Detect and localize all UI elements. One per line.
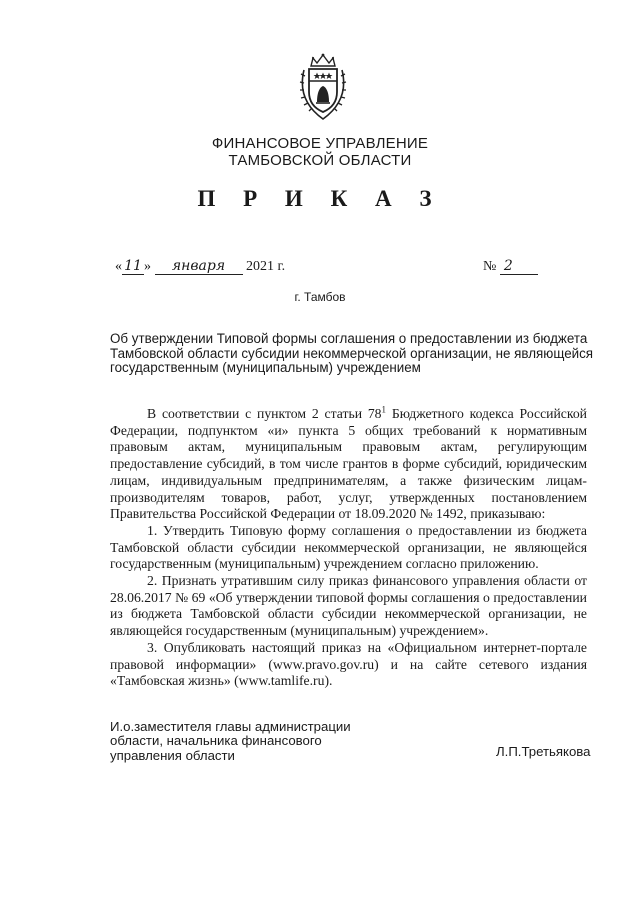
order-body — [110, 406, 587, 690]
order-item-3: 3. Опубликовать настоящий приказ на «Официальном интернет-портале правовой информации» (www.pravo.gov.ru) и на сайте сетевого издания «Тамбовская жизнь» (www.tamlife.ru). — [110, 639, 587, 689]
subject-line: Об утверждении Типовой формы соглашения о предоставлении из бюджета — [110, 331, 588, 346]
signatory-name: Л.П.Третьякова — [496, 744, 591, 759]
date-year: 2021 г. — [246, 259, 286, 274]
organization-line-1: ФИНАНСОВОЕ УПРАВЛЕНИЕ — [211, 135, 429, 152]
order-subject — [110, 331, 594, 376]
organization-line-2: ТАМБОВСКОЙ ОБЛАСТИ — [228, 152, 412, 169]
order-item-2: 2. Признать утратившим силу приказ финансового управления области от 28.06.2017 № 69 «Об утверждении типовой формы соглашения о предоставлении из бюджета Тамбовской области субсидии некоммерческой организации, не являющейся государственным (муниципальным) учреждением». — [110, 573, 587, 639]
position-line: И.о.заместителя главы администрации — [110, 719, 351, 734]
order-item-1: 1. Утвердить Типовую форму соглашения о предоставлении из бюджета Тамбовской области субсидии некоммерческой организации, не являющейся государственным (муниципальным) учреждением согласно приложению. — [110, 522, 587, 572]
date-month: января — [155, 258, 243, 275]
article-superscript: 1 — [381, 404, 387, 415]
preamble-text-start: В соответствии с пунктом 2 статьи 78 — [147, 406, 382, 421]
number-label: № — [483, 259, 497, 274]
preamble-text-end: Бюджетного кодекса Российской Федерации, подпунктом «и» пункта 5 общих требований к нормативным правовым актам, муниципальным правовым актам, регулирующим предоставление субсидий, в том числе грантов в форме субсидий, юридическим лицам, индивидуальным предпринимателям, а также физическим лицам-производителям товаров, работ, услуг, утвержденных постановлением Правительства Российской Федерации от 18.09.2020 № 1492, приказываю: — [110, 406, 588, 522]
city: г. Тамбов — [294, 290, 346, 304]
position-line: управления области — [110, 747, 235, 763]
signatory-position — [110, 720, 351, 763]
subject-line: Тамбовской области субсидии некоммерческой организации, не являющейся — [110, 345, 594, 361]
date-day: 11 — [122, 258, 144, 275]
order-number — [483, 258, 538, 275]
date-close-quote: » — [144, 259, 151, 274]
order-date — [115, 258, 285, 275]
coat-of-arms-emblem — [298, 52, 348, 122]
subject-line: государственным (муниципальным) учреждением — [110, 360, 421, 375]
order-title: П Р И К А З — [197, 186, 443, 211]
number-value: 2 — [500, 258, 538, 275]
preamble-paragraph — [110, 406, 587, 523]
position-line: области, начальника финансового — [110, 733, 322, 749]
date-open-quote: « — [115, 259, 122, 274]
